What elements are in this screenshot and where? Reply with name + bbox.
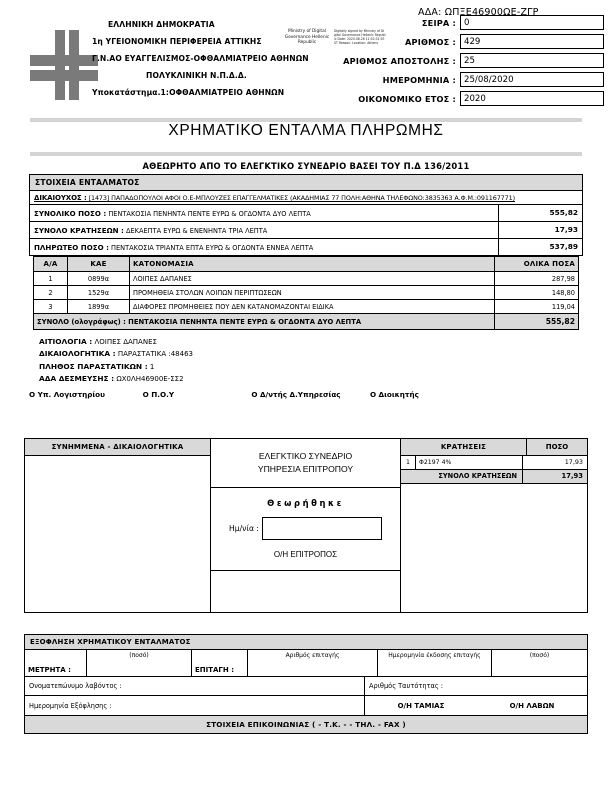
row-amount: 287,98 [495, 272, 579, 286]
payable-amount-value: 537,89 [498, 239, 582, 255]
org-line-branch: Υποκατάστημα.1:ΟΦΘΑΛΜΙΑΤΡΕΙΟ ΑΘΗΝΩΝ [92, 88, 285, 97]
settlement-signatures [365, 696, 587, 716]
signature-accountant: Ο Υπ. Λογιστηρίου [29, 390, 105, 399]
field-seira-label: ΣΕΙΡΑ : [421, 17, 456, 28]
cheque-number-label: Αριθμός επιταγής [285, 652, 340, 659]
payable-amount-text [30, 243, 498, 252]
field-imerominia [294, 71, 604, 88]
receiver-label: Ο/Η ΛΑΒΩΝ [509, 702, 555, 710]
table-row [34, 272, 579, 286]
reason-dikaiologitika-value: ΠΑΡΑΣΤΑΤΙΚΑ :48463 [117, 350, 193, 359]
deduction-amount: 17,93 [564, 458, 583, 466]
beneficiary-label: ΔΙΚΑΙΟΥΧΟΣ : [34, 194, 87, 202]
deduction-row [401, 456, 587, 470]
reviewed-label: Θεωρήθηκε [267, 498, 344, 508]
total-amount-words: ΠΕΝΤΑΚΟΣΙΑ ΠΕΝΗΝΤΑ ΠΕΝΤΕ ΕΥΡΩ & ΟΓΔΟΝΤΑ ΔΥΟ ΛΕΠΤΑ [108, 209, 311, 218]
reason-dikaiologitika [29, 348, 429, 360]
reason-plithos-label: ΠΛΗΘΟΣ ΠΑΡΑΣΤΑΤΙΚΩΝ : [39, 361, 148, 371]
attachments-panel [25, 439, 211, 612]
reason-aitiologia-value: ΛΟΙΠΕΣ ΔΑΠΑΝΕΣ [94, 338, 157, 346]
settlement-row [25, 696, 587, 717]
deduction-description: Φ2197 4% [416, 456, 523, 469]
cash-label: ΜΕΤΡΗΤΑ : [28, 666, 71, 674]
total-amount-label: ΣΥΝΟΛΙΚΟ ΠΟΣΟ : [34, 208, 107, 218]
cheque-date-cell[interactable] [378, 650, 492, 676]
ada-prefix: ΑΔΑ: [418, 7, 442, 18]
org-line-hospital: Γ.Ν.ΑΟ ΕΥΑΓΓΕΛΙΣΜΟΣ-ΟΦΘΑΛΜΙΑΤΡΕΙΟ ΑΘΗΝΩΝ [92, 54, 309, 63]
payment-header: ΕΞΟΦΛΗΣΗ ΧΡΗΜΑΤΙΚΟΥ ΕΝΤΑΛΜΑΤΟΣ [25, 635, 587, 650]
total-deductions-text [30, 226, 498, 235]
cash-amount-label: (ποσό) [129, 652, 149, 659]
items-col-amount: ΟΛΙΚΑ ΠΟΣΑ [495, 257, 579, 272]
deductions-header: ΚΡΑΤΗΣΕΙΣ [401, 439, 527, 455]
cashier-label: Ο/Η ΤΑΜΙΑΣ [397, 702, 445, 710]
field-imerominia-value[interactable]: 25/08/2020 [460, 72, 604, 87]
court-line-2: ΥΠΗΡΕΣΙΑ ΕΠΙΤΡΟΠΟΥ [257, 464, 354, 474]
cheque-amount-label: (ποσό) [529, 652, 550, 659]
reason-dikaiologitika-label: ΔΙΚΑΙΟΛΟΓΗΤΙΚΑ : [39, 349, 116, 359]
cheque-date-label: Ημερομηνία έκδοσης επιταγής [388, 652, 481, 659]
org-line-republic: ΕΛΛΗΝΙΚΗ ΔΗΜΟΚΡΑΤΙΑ [108, 20, 215, 29]
items-col-name: ΚΑΤΟΝΟΜΑΣΙΑ [130, 257, 495, 272]
warrant-details-band: ΣΤΟΙΧΕΙΑ ΕΝΤΑΛΜΑΤΟΣ [30, 175, 582, 191]
id-number-field[interactable]: Αριθμός Ταυτότητας : [369, 682, 444, 690]
signature-row [29, 390, 449, 399]
items-total-label: ΣΥΝΟΛΟ (ολογράφως) : ΠΕΝΤΑΚΟΣΙΑ ΠΕΝΗΝΤΑ ΠΕΝΤΕ ΕΥΡΩ & ΟΓΔΟΝΤΑ ΔΥΟ ΛΕΠΤΑ [34, 314, 495, 330]
cheque-label: ΕΠΙΤΑΓΗ : [195, 666, 234, 674]
deductions-total-row [401, 470, 587, 484]
row-name: ΠΡΟΜΗΘΕΙΑ ΣΤΟΛΩΝ ΛΟΙΠΩΝ ΠΕΡΙΠΤΩΣΕΩΝ [130, 286, 495, 300]
court-panel [211, 439, 401, 612]
payable-amount-row [30, 239, 582, 255]
total-deductions-words: ΔΕΚΑΕΠΤΑ ΕΥΡΩ & ΕΝΕΝΗΝΤΑ ΤΡΙΑ ΛΕΠΤΑ [125, 226, 268, 235]
review-date-field [211, 517, 400, 540]
row-name: ΔΙΑΦΟΡΕΣ ΠΡΟΜΗΘΕΙΕΣ ΠΟΥ ΔΕΝ ΚΑΤΑΝΟΜΑΖΟΝΤΑΙ ΕΙΔΙΚΑ [130, 300, 495, 314]
org-line-polyclinic: ΠΟΛΥΚΛΙΝΙΚΗ Ν.Π.Δ.Δ. [146, 71, 247, 80]
items-col-aa: Α/Α [34, 257, 68, 272]
deductions-total-amount: 17,93 [561, 472, 583, 480]
row-amount: 119,04 [495, 300, 579, 314]
logo-bar [55, 30, 65, 100]
contact-band: ΣΤΟΙΧΕΙΑ ΕΠΙΚΟΙΝΩΝΙΑΣ ( - Τ.Κ. - - ΤΗΛ. - FAX ) [25, 716, 587, 733]
reason-aitiologia [29, 336, 429, 348]
deductions-total-label: ΣΥΝΟΛΟ ΚΡΑΤΗΣΕΩΝ [401, 470, 523, 483]
items-col-kae: ΚΑΕ [68, 257, 130, 272]
cash-amount-cell[interactable] [87, 650, 192, 676]
document-header [0, 14, 612, 110]
total-deductions-label: ΣΥΝΟΛΟ ΚΡΑΤΗΣΕΩΝ : [34, 225, 124, 235]
receiver-name-field[interactable]: Ονοματεπώνυμο λαβόντος : [25, 677, 365, 695]
payment-settlement-section [24, 634, 588, 718]
commissioner-label: Ο/Η ΕΠΙΤΡΟΠΟΣ [273, 550, 338, 559]
field-arithmos-apostolis-value[interactable]: 25 [460, 53, 604, 68]
field-arithmos-label: ΑΡΙΘΜΟΣ : [405, 36, 456, 47]
field-arithmos-value[interactable]: 429 [460, 34, 604, 49]
beneficiary-value: [1473] ΠΑΠΑΔΟΠΟΥΛΟΙ ΑΦΟΙ Ο.Ε-ΜΠΛΟΥΖΕΣ ΕΠΑΓΓΕΛΜΑΤΙΚΕΣ (ΑΚΑΔΗΜΙΑΣ 77 ΠΟΛΗ:ΑΘΗΝΑ ΤΗΛΕΦΩΝΟ:3835363 Α.Φ.Μ.:091167771) [88, 194, 515, 202]
total-amount-text [30, 209, 498, 218]
review-date-label: Ημ/νία : [229, 524, 259, 533]
reason-plithos [29, 361, 429, 373]
row-kae: 0899α [68, 272, 130, 286]
items-header-row [34, 257, 579, 272]
audit-section [24, 438, 588, 613]
cash-cell [25, 650, 87, 676]
reason-plithos-value: 1 [149, 362, 155, 371]
field-arithmos-apostolis [294, 52, 604, 69]
field-seira-value[interactable]: 0 [460, 15, 604, 30]
row-aa: 3 [34, 300, 68, 314]
table-row [34, 286, 579, 300]
total-deductions-value: 17,93 [498, 222, 582, 238]
reason-ada-desmefsis [29, 373, 429, 385]
page-subtitle: ΑΘΕΩΡΗΤΟ ΑΠΟ ΤΟ ΕΛΕΓΚΤΙΚΟ ΣΥΝΕΔΡΙΟ ΒΑΣΕΙ ΤΟΥ Π.Δ 136/2011 [142, 161, 470, 171]
table-row [34, 300, 579, 314]
signature-pou: Ο Π.Ο.Υ [142, 390, 175, 399]
stamp-signature-details: Digitally signed by Ministry of Digital Governance Hellenic Republic Date: 2020.08.26 11:52:31 EEST Reason: Location: Athens [334, 29, 386, 46]
field-oikonomiko-etos-label: ΟΙΚΟΝΟΜΙΚΟ ΕΤΟΣ : [358, 93, 456, 104]
cheque-number-cell[interactable] [248, 650, 378, 676]
field-oikonomiko-etos-value[interactable]: 2020 [460, 91, 604, 106]
reason-ada-desmefsis-value: ΩΧ0ΛΗ46900Ε-ΣΣ2 [116, 375, 184, 384]
row-aa: 1 [34, 272, 68, 286]
cheque-cell [192, 650, 248, 676]
reasons-block [29, 336, 429, 386]
payable-amount-label: ΠΛΗΡΩΤΕΟ ΠΟΣΟ : [34, 242, 109, 252]
signature-director: Ο Δ/ντής Δ.Υπηρεσίας [251, 390, 341, 399]
field-arithmos-apostolis-label: ΑΡΙΘΜΟΣ ΑΠΟΣΤΟΛΗΣ : [343, 55, 456, 66]
row-aa: 2 [34, 286, 68, 300]
stamp-authority-text: Ministry of Digital Governance Hellenic Republic [284, 29, 330, 46]
review-block [211, 488, 400, 571]
payable-amount-words: ΠΕΝΤΑΚΟΣΙΑ ΤΡΙΑΝΤΑ ΕΠΤΑ ΕΥΡΩ & ΟΓΔΟΝΤΑ ΕΝΝΕΑ ΛΕΠΤΑ [111, 243, 314, 252]
contact-section [24, 715, 588, 734]
row-amount: 148,80 [495, 286, 579, 300]
digital-signature-stamp [283, 29, 388, 46]
total-amount-row [30, 205, 582, 222]
total-deductions-row [30, 222, 582, 239]
payment-method-row [25, 650, 587, 677]
reason-aitiologia-label: ΑΙΤΙΟΛΟΓΙΑ : [39, 337, 93, 346]
receiver-row [25, 677, 587, 696]
court-line-1: ΕΛΕΓΚΤΙΚΟ ΣΥΝΕΔΡΙΟ [258, 451, 353, 461]
line-items-table [33, 256, 579, 330]
row-kae: 1899α [68, 300, 130, 314]
field-oikonomiko-etos [294, 90, 604, 107]
row-kae: 1529α [68, 286, 130, 300]
payment-date-field[interactable]: Ημερομηνία Εξόφλησης : [25, 696, 365, 716]
warrant-details-table [29, 174, 583, 256]
attachments-header: ΣΥΝΗΜΜΕΝΑ - ΔΙΚΑΙΟΛΟΓΗΤΙΚΑ [25, 439, 210, 456]
row-name: ΛΟΙΠΕΣ ΔΑΠΑΝΕΣ [130, 272, 495, 286]
items-total-amount: 555,82 [495, 314, 579, 330]
signature-governor: Ο Διοικητής [369, 390, 419, 399]
ada-code: ΩΠΞΕ46900ΩΕ-ΖΓΡ [444, 7, 539, 18]
court-title-block [211, 439, 400, 488]
items-total-row [34, 314, 579, 330]
deductions-panel [401, 439, 587, 612]
title-rule-bottom [30, 152, 582, 156]
beneficiary-row [30, 191, 582, 205]
total-amount-value: 555,82 [498, 205, 582, 221]
page-title: ΧΡΗΜΑΤΙΚΟ ΕΝΤΑΛΜΑ ΠΛΗΡΩΜΗΣ [168, 122, 444, 139]
logo-bar [69, 30, 79, 100]
cheque-amount-cell[interactable] [492, 650, 587, 676]
field-imerominia-label: ΗΜΕΡΟΜΗΝΙΑ : [382, 74, 456, 85]
greek-cross-logo-icon [26, 24, 102, 104]
deductions-header-row [401, 439, 587, 456]
review-date-input[interactable] [262, 517, 382, 540]
org-line-health-region: 1η ΥΓΕΙΟΝΟΜΙΚΗ ΠΕΡΙΦΕΡΕΙΑ ΑΤΤΙΚΗΣ [92, 37, 262, 46]
ada-line [418, 7, 539, 18]
deduction-index: 1 [401, 456, 416, 469]
reason-ada-desmefsis-label: ΑΔΑ ΔΕΣΜΕΥΣΗΣ : [39, 374, 115, 384]
deductions-amount-header: ΠΟΣΟ [527, 439, 587, 455]
